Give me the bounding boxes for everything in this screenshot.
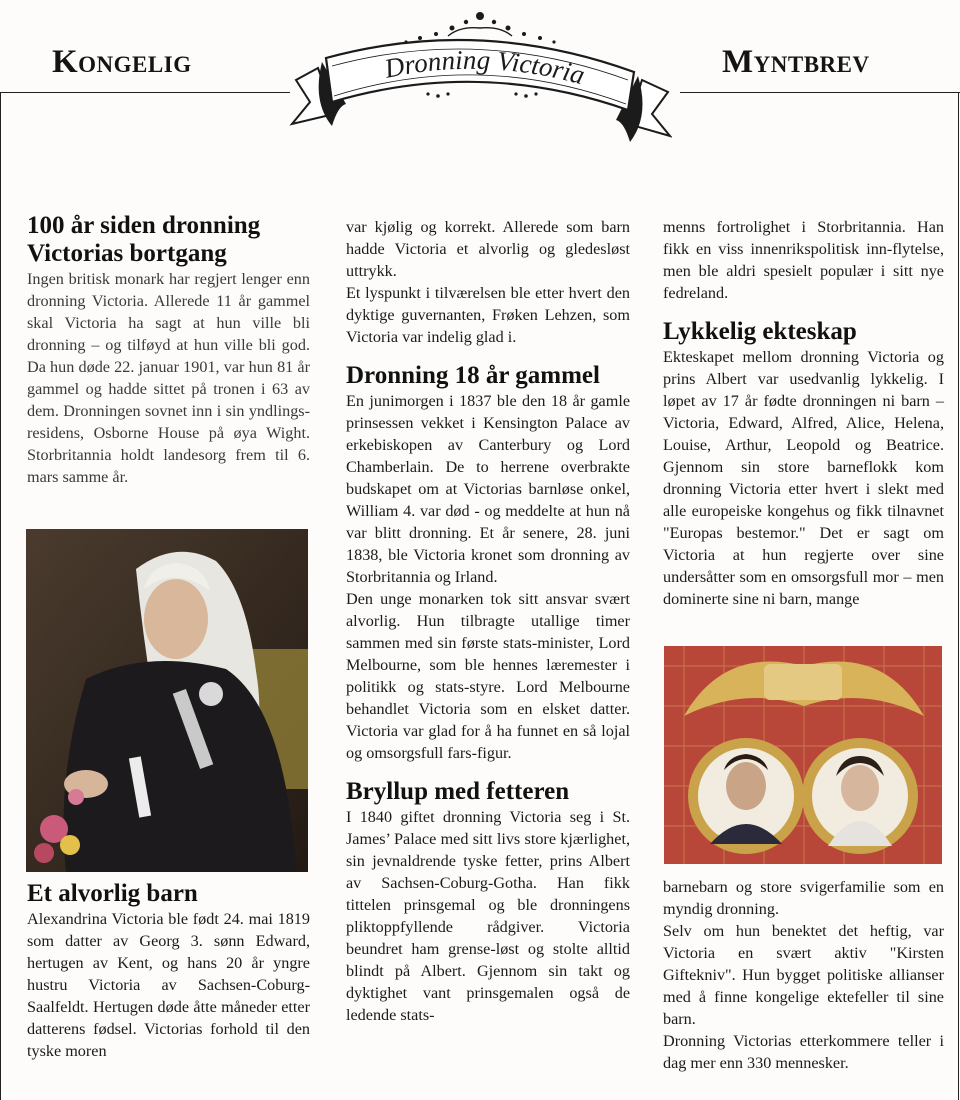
paragraph-continued-2: menns fortrolighet i Storbritannia. Han fikk en viss innenrikspolitisk inn-flytelse, men ble aldri spesielt populær i sitt nye fedreland. [663, 218, 944, 302]
paragraph-alvorlig-barn: Alexandrina Victoria ble født 24. mai 1819 som datter av Georg 3. sønn Edward, hertugen av Kent, og hans 20 år yngre hustru Victoria av Sachsen-Coburg-Saalfeldt. Hertugen døde åtte måneder etter datterens fødsel. Victorias forhold til den tyske moren [27, 910, 310, 1060]
header-left-word: Kongelig [52, 44, 192, 80]
portrait-queen-victoria [26, 529, 308, 872]
column-3 [663, 216, 944, 610]
column-1-bottom [27, 880, 310, 1062]
frame-left-line [0, 92, 1, 1100]
heading-dronning-18: Dronning 18 år gammel [346, 362, 600, 389]
header-rule-right [680, 92, 960, 93]
paragraph-bryllup: I 1840 giftet dronning Victoria seg i St. James’ Palace med sitt livs store kjærlighet, sin jevnaldrende tyske fetter, prins Albert av Sachsen-Coburg-Gotha. Han fikk tittelen prinsgemal og ble dronningens pliktoppfyllende rådgiver. Victoria beundret ham grense-løst og stolte alltid blindt på Albert. Gjennom sin takt og dyktighet vant prinsgemalen også de ledende stats- [346, 808, 630, 1024]
column-1 [27, 212, 310, 488]
paragraph-bortgang: Ingen britisk monark har regjert lenger enn dronning Victoria. Allerede 11 år gammel skal Victoria ha sagt at hun ville bli dronning – og tilføyd at hun ville bli god. Da hun døde 22. januar 1901, var hun 81 år gammel og hadde sittet på tronen i 63 av dem. Dronningen sovnet inn i sin yndlings-residens, Osborne House på øya Wight. Storbritannia holdt landesorg frem til 6. mars samme år. [27, 270, 310, 486]
paragraph-giftekniv: Selv om hun benektet det heftig, var Victoria en svært aktiv "Kirsten Giftekniv". Hun bygget politiske allianser med å finne kongelige ektefeller til sine barn. [663, 922, 944, 1028]
heading-bortgang: 100 år siden dronning Victorias bortgang [27, 212, 261, 267]
paragraph-melbourne: Den unge monarken tok sitt ansvar svært alvorlig. Hun tilbragte utallige timer sammen med sin første stats-minister, Lord Melbourne, som ble hennes læremester i politikk og stats-styre. Lord Melbourne behandlet Victoria som en elsket datter. Victoria var glad for å ha funnet en så lojal og omsorgsfull fars-figur. [346, 590, 630, 762]
frame-right-line [958, 92, 959, 1100]
header-right-word: Myntbrev [722, 44, 870, 80]
paragraph-dronning-18: En junimorgen i 1837 ble den 18 år gamle prinsessen vekket i Kensington Palace av erkebiskopen av Canterbury og Lord Chamberlain. De to herrene overbrakte budskapet om at Victorias barnløse onkel, William 4. var død - og meddelte at hun nå var blitt dronning. Et år senere, 28. juni 1838, ble Victoria kronet som dronning av Storbritannia og Irland. [346, 392, 630, 586]
heading-lykkelig-ekteskap: Lykkelig ekteskap [663, 318, 857, 345]
paragraph-lykkelig-ekteskap: Ekteskapet mellom dronning Victoria og prins Albert var usedvanlig lykkelig. I løpet av 17 år fødte dronningen ni barn – Victoria, Edward, Alfred, Alice, Helena, Louise, Arthur, Leopold og Beatrice. Gjennom sin store barneflokk kom dronning Victoria etter hvert i slekt med alle europeiske kongehus og fikk tilnavnet "Europas bestemor." Det er sagt om Victoria at hun regjerte over sine undersåtter som en omsorgsfull mor – men dominerte sine ni barn, mange [663, 348, 944, 608]
stamp-victoria-albert [664, 646, 942, 864]
column-3-bottom [663, 876, 944, 1074]
banner-text: Dronning Victoria [381, 44, 588, 91]
paragraph-lehzen: Et lyspunkt i tilværelsen ble etter hvert den dyktige guvernanten, Frøken Lehzen, som Victoria var indelig glad i. [346, 284, 630, 346]
ribbon-banner [288, 6, 672, 164]
column-2 [346, 216, 630, 1026]
header-rule-left [0, 92, 290, 93]
paragraph-barnebarn: barnebarn og store svigerfamilie som en myndig dronning. [663, 878, 944, 918]
paragraph-continued-1: var kjølig og korrekt. Allerede som barn hadde Victoria et alvorlig og gledesløst uttrykk. [346, 218, 630, 280]
paragraph-etterkommere: Dronning Victorias etterkommere teller i dag mer enn 330 mennesker. [663, 1032, 944, 1072]
heading-bryllup: Bryllup med fetteren [346, 778, 570, 805]
heading-alvorlig-barn: Et alvorlig barn [27, 880, 198, 907]
